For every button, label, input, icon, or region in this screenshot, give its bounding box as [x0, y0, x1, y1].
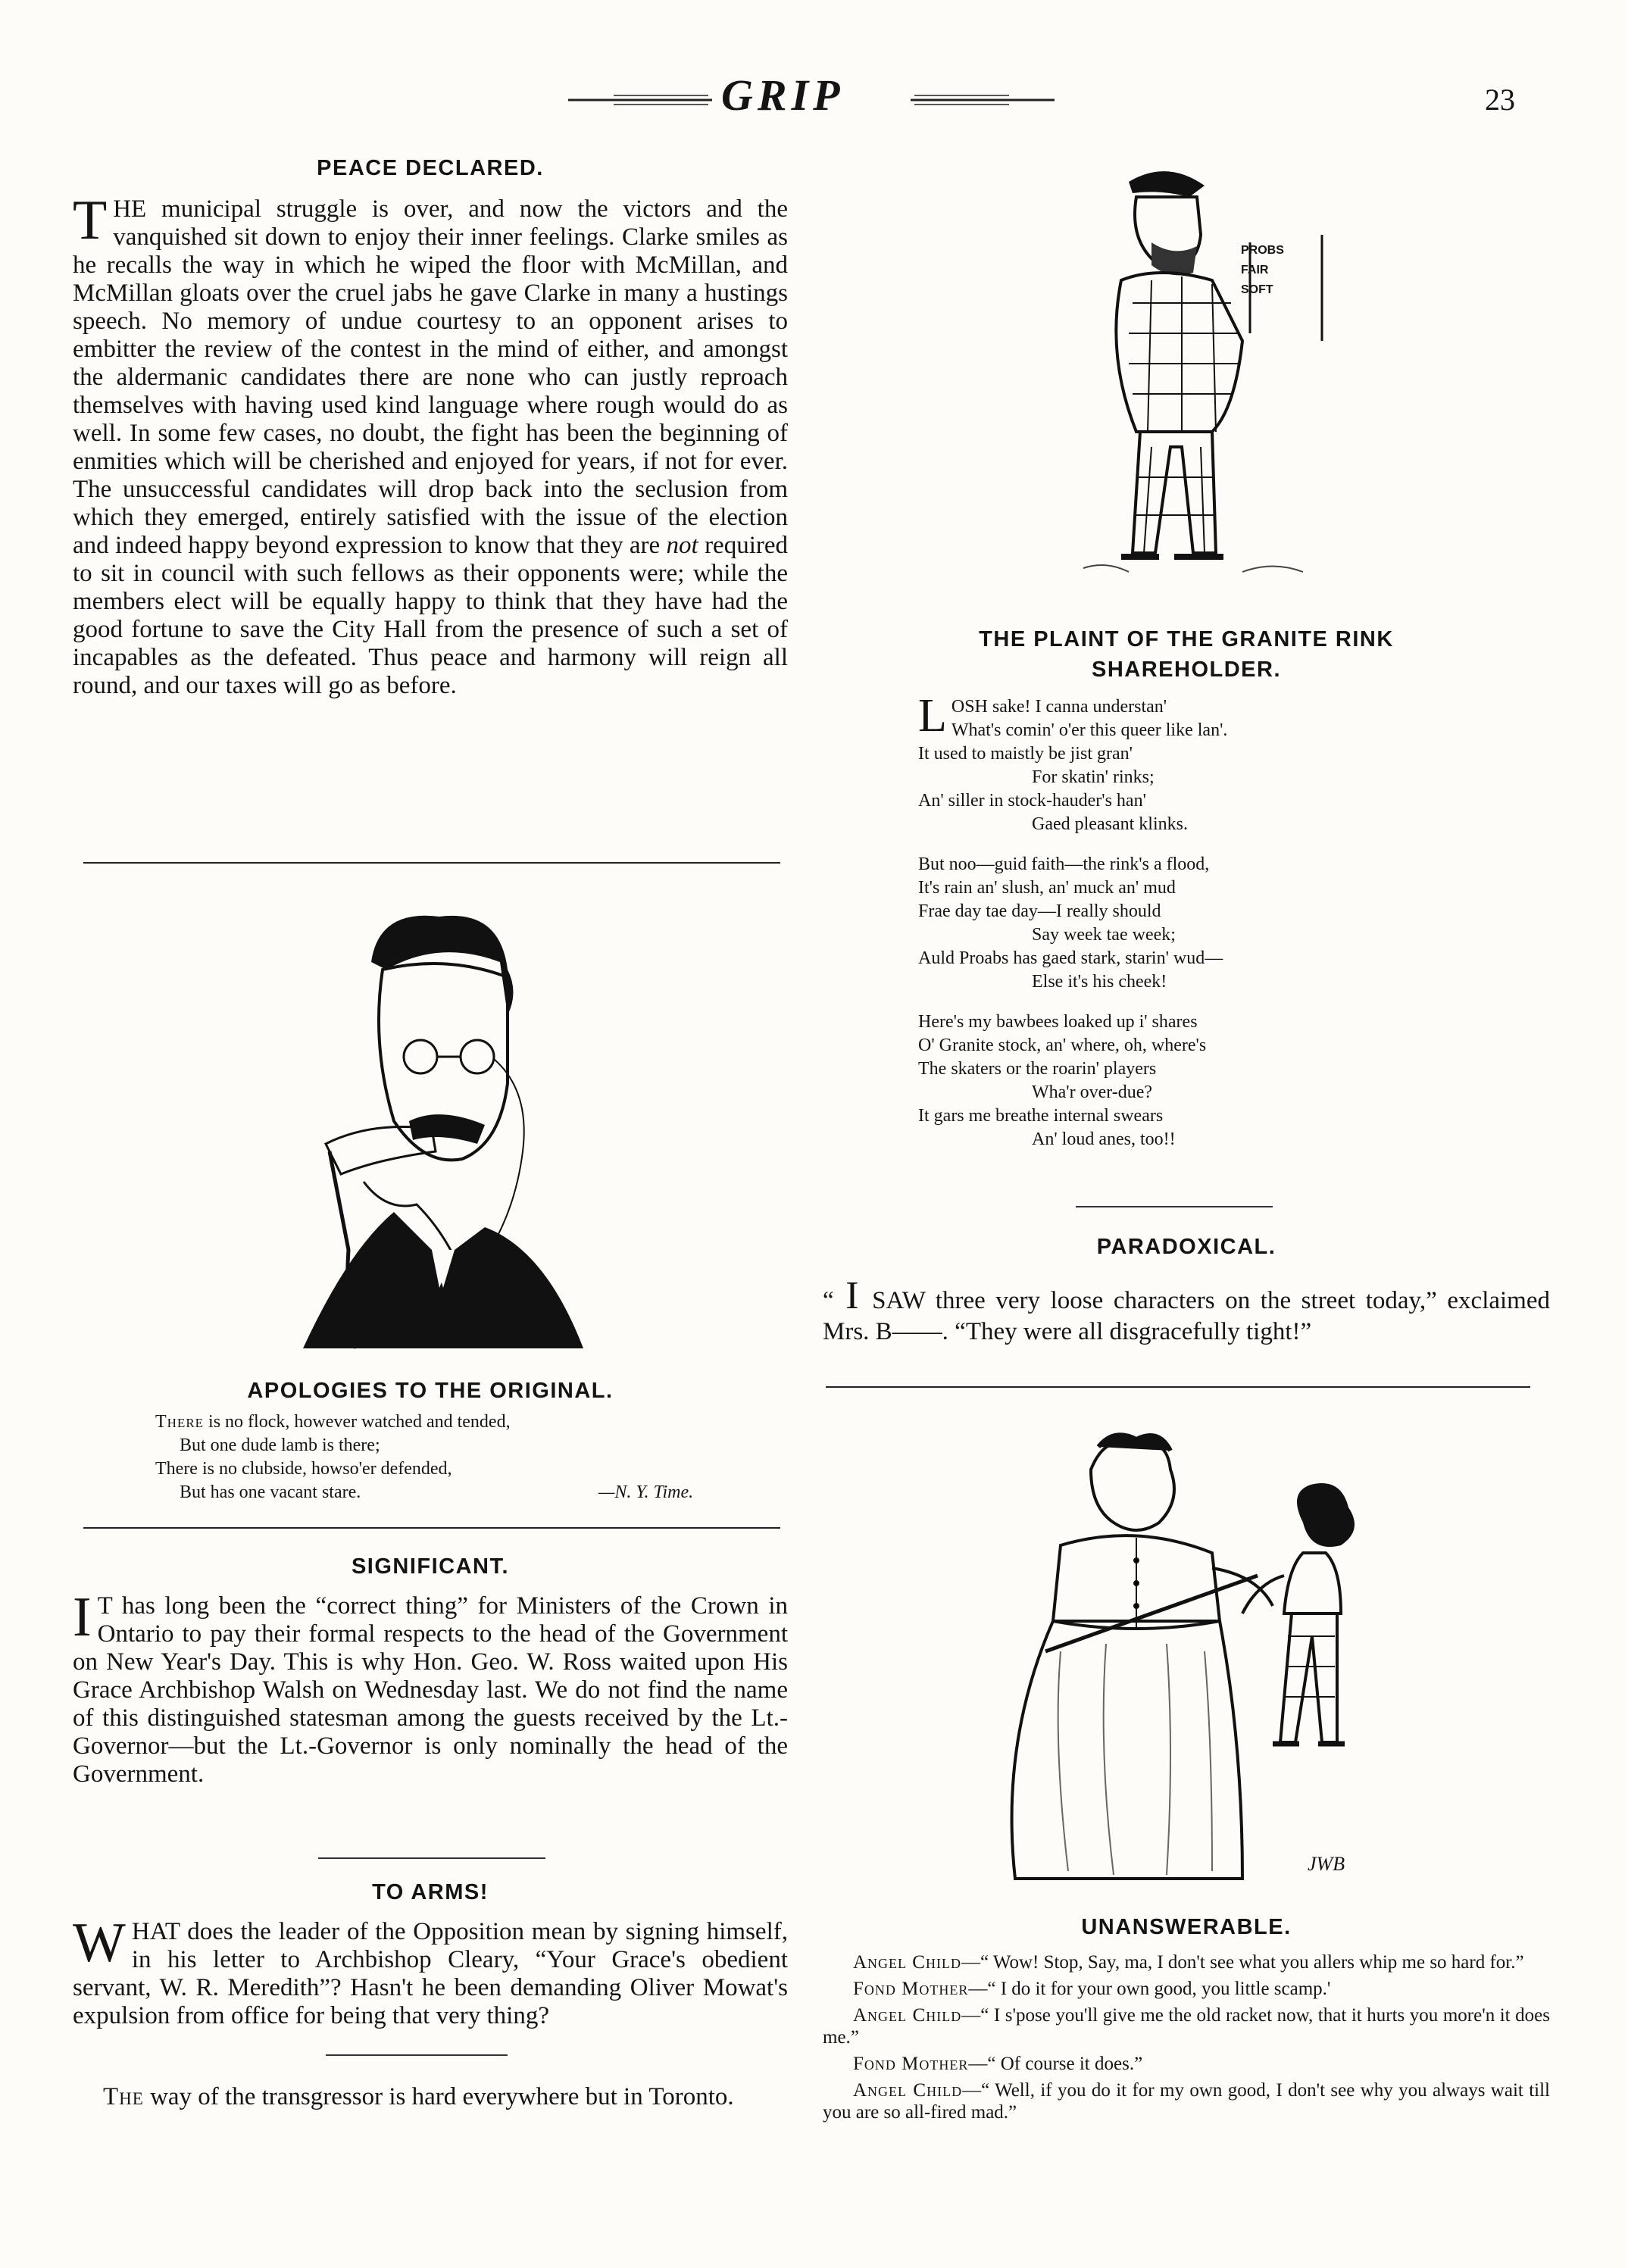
dialog-speaker: Angel Child	[853, 1952, 961, 1973]
unanswerable-heading: UNANSWERABLE.	[1081, 1915, 1292, 1939]
paradoxical-article	[823, 1274, 1550, 1346]
arms-text: HAT does the leader of the Opposition mean by signing himself, in his letter to Archbishop Cleary, “Your Grace's obedient servant, W. R. Meredith”? Hasn't he been demanding Oliver Mowat's expulsion from office for being that very thing?	[73, 1918, 788, 2029]
page-number: 23	[1485, 83, 1515, 117]
significant-dropcap: I	[73, 1586, 92, 1648]
arms-article	[73, 1912, 788, 2030]
dialog-speaker: Angel Child	[853, 2080, 963, 2101]
stanza-1-line: For skatin' rinks;	[1032, 767, 1155, 787]
masthead	[561, 70, 1061, 123]
dialog-speaker: Angel Child	[853, 2005, 962, 2026]
granite-heading-line1: THE PLAINT OF THE GRANITE RINK	[979, 627, 1394, 651]
unanswerable-dialog	[823, 1951, 1550, 2128]
dialog-speaker: Fond Mother	[853, 1979, 969, 1999]
paradoxical-text: SAW three very loose characters on the street today,” exclaimed Mrs. B——. “They were all disgracefully tight!”	[823, 1287, 1550, 1345]
dialog-line	[823, 1978, 1550, 2000]
dialog-line	[823, 2079, 1550, 2123]
apologies-line2: But one dude lamb is there;	[180, 1435, 380, 1455]
granite-poem	[918, 690, 1539, 1151]
weather-sign	[1241, 241, 1284, 300]
arms-dropcap: W	[73, 1912, 126, 1974]
paradoxical-open-quote: “	[823, 1287, 834, 1314]
stanza-2	[918, 853, 1539, 994]
sign-line-probs: PROBS	[1241, 244, 1284, 257]
dialog-text: —“ Well, if you do it for my own good, I don't see why you always wait till you are so all-fired mad.”	[823, 2080, 1550, 2123]
masthead-flourish-left	[561, 92, 712, 108]
peace-text: HE municipal struggle is over, and now the victors and the vanquished sit down to enjoy their inner feelings. Clarke smiles as he recalls the way in which he wiped the floor with McMillan, and McMillan gloats over the cruel jabs he gave Clarke in many a hustings speech. No memory of undue courtesy to an opponent arises to embitter the review of the contest in the mind of either, and amongst the aldermanic candidates there are none who can justly reproach themselves with having used kind language where rough would do as well. In some few cases, no doubt, the fight has been the beginning of enmities which will be cherished and enjoyed for years, if not for ever. The unsuccessful candidates will drop back into the seclusion from which they emerged, entirely satisfied with the issue of the election and indeed happy beyond expression to know that they are	[73, 195, 788, 559]
dialog-line	[823, 2004, 1550, 2048]
stanza-3-line: Here's my bawbees loaked up i' shares	[918, 1012, 1198, 1032]
divider	[826, 1386, 1530, 1388]
stanza-1-line: OSH sake! I canna understan'	[951, 697, 1167, 717]
dialog-speaker: Fond Mother	[853, 2054, 969, 2074]
peace-article	[73, 189, 789, 700]
stanza-3-line: It gars me breathe internal swears	[918, 1106, 1164, 1126]
significant-heading: SIGNIFICANT.	[351, 1554, 510, 1579]
apologies-verse	[155, 1410, 761, 1504]
stanza-2-line: Say week tae week;	[1032, 925, 1176, 945]
arms-heading: TO ARMS!	[372, 1880, 489, 1904]
stanza-2-line: It's rain an' slush, an' muck an' mud	[918, 878, 1176, 898]
apologies-line1-lead: There	[155, 1412, 205, 1432]
stanza-2-line: Frae day tae day—I really should	[918, 901, 1161, 921]
dialog-text: —“ I s'pose you'll give me the old racket now, that it hurts you more'n it does me.”	[823, 2005, 1550, 2048]
dialog-line	[823, 2053, 1550, 2075]
portrait-illustration	[258, 894, 614, 1364]
apologies-heading: APOLOGIES TO THE ORIGINAL.	[247, 1379, 614, 1403]
significant-article	[73, 1586, 788, 1788]
shareholder-illustration	[1061, 159, 1348, 583]
paradoxical-dropcap: I	[845, 1274, 859, 1317]
dialog-line	[823, 1951, 1550, 1973]
apologies-attribution: —N. Y. Time.	[598, 1482, 694, 1502]
granite-heading-line2: SHAREHOLDER.	[1091, 658, 1281, 682]
masthead-flourish-right	[911, 92, 1062, 108]
paradoxical-heading: PARADOXICAL.	[1096, 1235, 1276, 1259]
stanza-2-line: Else it's his cheek!	[1032, 972, 1167, 992]
sign-line-fair: FAIR	[1241, 264, 1269, 276]
stanza-1-line: It used to maistly be jist gran'	[918, 744, 1133, 764]
stanza-1-line: Gaed pleasant klinks.	[1032, 814, 1188, 834]
stanza-3-line: O' Granite stock, an' where, oh, where's	[918, 1036, 1207, 1055]
divider	[326, 2054, 508, 2056]
stanza-3-line: An' loud anes, too!!	[1032, 1129, 1176, 1149]
apologies-line4: But has one vacant stare.	[180, 1482, 361, 1502]
stanza-1-line: An' siller in stock-hauder's han'	[918, 791, 1146, 811]
dialog-text: —“ I do it for your own good, you little scamp.'	[968, 1979, 1331, 1999]
stanza-3-line: The skaters or the roarin' players	[918, 1059, 1157, 1079]
transgressor-text: way of the transgressor is hard everywhere but in Toronto.	[143, 2083, 734, 2110]
peace-text-continued: required to sit in council with such fellows as their opponents were; while the members elect will be equally happy to think that they have had the good fortune to save the City Hall from the presence of such a set of incapables as the defeated. Thus peace and harmony will reign all round, and our taxes will go as before.	[73, 532, 789, 699]
stanza-3-line: Wha'r over-due?	[1032, 1082, 1153, 1102]
divider	[83, 1527, 780, 1529]
divider	[318, 1857, 545, 1859]
dialog-text: —“ Wow! Stop, Say, ma, I don't see what you allers whip me so hard for.”	[961, 1952, 1524, 1973]
sign-line-soft: SOFT	[1241, 283, 1273, 296]
significant-text: T has long been the “correct thing” for Ministers of the Crown in Ontario to pay their formal respects to the head of the Government on New Year's Day. This is why Hon. Geo. W. Ross waited upon His Grace Archbishop Walsh on Wednesday last. We do not find the name of this distinguished statesman among the guests received by the Lt.-Governor—but the Lt.-Governor is only nominally the head of the Government.	[73, 1592, 788, 1788]
transgressor-lead: The	[103, 2083, 144, 2110]
divider	[83, 862, 780, 864]
artist-initials: JWB	[1308, 1853, 1345, 1875]
stanza-1	[918, 690, 1539, 836]
granite-dropcap: L	[918, 690, 947, 742]
stanza-3	[918, 1011, 1539, 1151]
stanza-1-line: What's comin' o'er this queer like lan'.	[951, 720, 1228, 740]
mother-child-illustration	[985, 1424, 1409, 1909]
stanza-2-line: But noo—guid faith—the rink's a flood,	[918, 854, 1210, 874]
stanza-2-line: Auld Proabs has gaed stark, starin' wud—	[918, 948, 1223, 968]
apologies-line3: There is no clubside, howso'er defended,	[155, 1459, 452, 1479]
dialog-text: —“ Of course it does.”	[968, 2054, 1143, 2074]
peace-emphasis: not	[666, 532, 698, 559]
masthead-title: GRIP	[721, 70, 845, 120]
peace-dropcap: T	[73, 189, 108, 251]
peace-heading: PEACE DECLARED.	[317, 156, 544, 180]
apologies-line1: is no flock, however watched and tended,	[204, 1412, 511, 1432]
divider	[1076, 1206, 1273, 1207]
transgressor-paragraph	[73, 2083, 788, 2111]
